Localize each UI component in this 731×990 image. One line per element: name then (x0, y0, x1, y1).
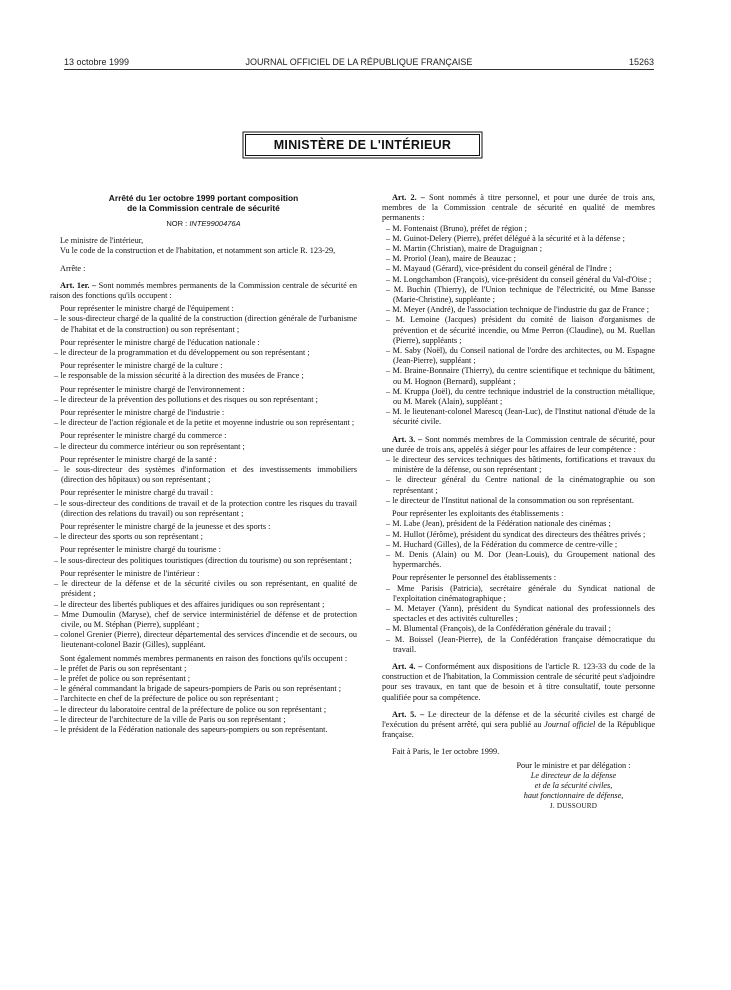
art1-label: Art. 1er. – (60, 280, 97, 290)
ministry-banner: MINISTÈRE DE L'INTÉRIEUR (245, 134, 480, 156)
group-heading: Pour représenter le ministre chargé de l'éducation nationale : (60, 337, 260, 347)
nor-reference (50, 219, 357, 229)
page-number: 15263 (628, 57, 654, 67)
list-item: – M. Braine-Bonnaire (Thierry), du centre scientifique et technique du bâtiment, ou M. Hognon (Bernard), suppléant ; (386, 366, 655, 386)
nor-label: NOR : (166, 219, 188, 228)
list-item: – M. Guinot-Delery (Pierre), préfet délégué à la sécurité et à la défense ; (386, 233, 625, 243)
list-item: – M. Proriol (Jean), maire de Beauzac ; (386, 254, 516, 264)
list-item: – le directeur des libertés publiques et des affaires juridiques ou son représentant ; (54, 599, 325, 609)
art5-text-b: de la République française. (382, 719, 655, 740)
header-date: 13 octobre 1999 (64, 57, 130, 67)
art4-label: Art. 4. – (392, 661, 423, 671)
art5-label: Art. 5. – (392, 709, 425, 719)
personnel-heading: Pour représenter le personnel des établissements : (392, 573, 557, 583)
signature-line: et de la sécurité civiles, (534, 780, 613, 790)
list-item: – le directeur du laboratoire central de la préfecture de police ou son représentant ; (54, 704, 327, 714)
art1-text: Sont nommés membres permanents de la Commission centrale de sécurité en raison des fonctions qu'ils occupent : (50, 280, 358, 301)
list-item: – colonel Grenier (Pierre), directeur départemental des services d'incendie et de secours, ou lieutenant-colonel Bazir (Gilles), suppléant. (54, 630, 357, 650)
list-item: – le sous-directeur des conditions de travail et de la protection contre les risques du travail (direction des relations du travail) ou son représentant ; (54, 498, 357, 518)
list-item: – Mme Dumoulin (Maryse), chef de service interministériel de défense et de protection civile, ou M. Stéphan (Pierre), suppléant ; (54, 609, 357, 629)
list-item: – M. Hullot (Jérôme), président du syndicat des directeurs des théâtres privés ; (386, 529, 646, 539)
list-item: – le préfet de Paris ou son représentant ; (54, 663, 187, 673)
list-item: – M. Denis (Alain) ou M. Dor (Jean-Louis), du Groupement national des hypermarchés. (386, 549, 655, 570)
group-heading: Pour représenter le ministre de l'intérieur : (60, 568, 200, 578)
art1 (50, 281, 357, 301)
list-item: – M. Longchambon (François), vice-président du conseil général du Val-d'Oise ; (386, 274, 652, 284)
list-item: – M. Saby (Noël), du Conseil national de l'ordre des architectes, ou M. Espagne (Jean-Pierre), suppléant ; (386, 346, 655, 366)
art3-text: Sont nommés membres de la Commission centrale de sécurité, pour une durée de trois ans, appelés à siéger pour les affaires de leur compétence : (382, 434, 656, 454)
group-heading: Pour représenter le ministre chargé du travail : (60, 488, 214, 498)
signature-line: Pour le ministre et par délégation : (516, 760, 631, 770)
list-item: – M. Huchard (Gilles), de la Fédération du commerce de centre-ville ; (386, 539, 618, 549)
list-item: – M. Metayer (Yann), président du Syndicat national des professionnels des spectacles et des activités culturelles ; (386, 603, 655, 624)
list-item: – le directeur général du Centre national de la cinématographie ou son représentant ; (386, 475, 655, 495)
list-item: – M. Blumental (François), de la Confédération générale du travail ; (386, 624, 611, 634)
group-heading: Pour représenter le ministre chargé de la culture : (60, 361, 223, 371)
group-heading: Pour représenter le ministre chargé de l'environnement : (60, 384, 245, 394)
list-item: – le président de la Fédération nationale des sapeurs-pompiers ou son représentant. (54, 724, 328, 734)
decree-title-line2: de la Commission centrale de sécurité (127, 203, 280, 213)
list-item: – le directeur de la défense et de la sécurité civiles ou son représentant, en qualité de président ; (54, 579, 357, 599)
list-item: – le directeur de l'action régionale et de la petite et moyenne industrie ou son représentant ; (54, 418, 355, 428)
list-item: – le directeur des services techniques des bâtiments, fortifications et travaux du ministère de la défense, ou son représentant ; (386, 455, 655, 475)
group-heading: Pour représenter le ministre chargé de la santé : (60, 454, 217, 464)
art2-text: Sont nommés à titre personnel, et pour une durée de trois ans, membres de la Commission centrale de sécurité en qualité de membres permanents : (382, 193, 655, 223)
list-item: – le directeur du commerce intérieur ou son représentant ; (54, 441, 245, 451)
arrete: Arrête : (60, 263, 86, 273)
list-item: – M. Meyer (André), de l'association technique de l'industrie du gaz de France ; (386, 305, 649, 315)
exploitants-heading: Pour représenter les exploitants des établissements : (392, 509, 564, 519)
list-item: – le responsable de la mission sécurité à la direction des musées de France ; (54, 371, 304, 381)
list-item: – le directeur de la prévention des pollutions et des risques ou son représentant ; (54, 394, 318, 404)
list-item: – le directeur de l'architecture de la ville de Paris ou son représentant ; (54, 714, 286, 724)
art2 (382, 193, 655, 224)
group-heading: Pour représenter le ministre chargé de la jeunesse et des sports : (60, 522, 271, 532)
list-item: – M. Fontenaist (Bruno), préfet de région ; (386, 223, 527, 233)
art4-text: Conformément aux dispositions de l'article R. 123-33 du code de la construction et de l'habitation, la Commission centrale de sécurité peut s'adjoindre pour ses travaux, en tant que de besoin et à titre consultatif, toute personne qualifiée pour sa compétence. (382, 661, 655, 702)
list-item: – M. Kruppa (Joël), du centre technique industriel de la construction métallique, ou M. Marek (Alain), suppléant ; (386, 386, 655, 407)
header-rule (64, 69, 654, 70)
done-at: Fait à Paris, le 1er octobre 1999. (392, 747, 500, 757)
left-column (50, 193, 357, 735)
group-heading: Pour représenter le ministre chargé du commerce : (60, 431, 227, 441)
group-heading: Pour représenter le ministre chargé de l'équipement : (60, 304, 234, 314)
signature-line: haut fonctionnaire de défense, (523, 791, 624, 801)
intro-vu: Vu le code de la construction et de l'habitation, et notamment son article R. 123-29, (60, 246, 336, 256)
group-heading: Pour représenter le ministre chargé de l'industrie : (60, 408, 225, 418)
list-item: – M. Mayaud (Gérard), vice-président du conseil général de l'Indre ; (386, 264, 612, 274)
signatory-name: J. DUSSOURD (549, 802, 598, 811)
journal-officiel: Journal officiel (544, 719, 596, 729)
signature-line: Le directeur de la défense (530, 770, 617, 780)
list-item: – le sous-directeur chargé de la qualité de la construction (direction générale de l'urbanisme de l'habitat et de la construction) ou son représentant ; (54, 314, 357, 334)
list-item: – M. Labe (Jean), président de la Fédération nationale des cinémas ; (386, 519, 611, 529)
journal-title: JOURNAL OFFICIEL DE LA RÉPUBLIQUE FRANÇAISE (245, 57, 473, 67)
list-item: – le directeur de la programmation et du développement ou son représentant ; (54, 348, 310, 358)
list-item: – le directeur des sports ou son représentant ; (54, 532, 203, 542)
list-item: – Mme Parisis (Patricia), secrétaire générale du Syndicat national de l'exploitation cinématographique ; (386, 583, 655, 603)
nor-value: INTE9900476A (189, 219, 241, 228)
list-item: – M. Buchin (Thierry), de l'Union technique de l'électricité, ou Mme Bansse (Marie-Christine), suppléante ; (386, 284, 655, 305)
signature-block (492, 761, 655, 812)
list-item: – M. Lemoine (Jacques) président du comité de liaison d'organismes de prévention et de sécurité incendie, ou Mme Perron (Claudine), ou M. Ruellan (Pierre), suppléants ; (386, 315, 655, 345)
list-item: – M. le lieutenant-colonel Marescq (Jean-Luc), de l'Institut national d'étude de la sécurité civile. (386, 407, 655, 427)
list-item: – le directeur de l'Institut national de la consommation ou son représentant. (386, 495, 634, 505)
list-item: – le sous-directeur des politiques touristiques (direction du tourisme) ou son représentant ; (54, 555, 352, 565)
art5-text-a: Le directeur de la défense et de la sécurité civiles est chargé de l'exécution du présent arrêté, qui sera publié au (382, 709, 656, 729)
art4 (382, 662, 655, 703)
list-item: – le sous-directeur des systèmes d'information et des investissements immobiliers (direction des hôpitaux) ou son représentant ; (54, 465, 357, 485)
list-item: – M. Martin (Christian), maire de Draguignan ; (386, 244, 543, 254)
art3-label: Art. 3. – (392, 434, 423, 444)
list-item: – le général commandant la brigade de sapeurs-pompiers de Paris ou son représentant ; (54, 684, 342, 694)
also-text: Sont également nommés membres permanents en raison des fonctions qu'ils occupent : (60, 653, 348, 663)
list-item: – le préfet de police ou son représentant ; (54, 673, 191, 683)
art2-label: Art. 2. – (392, 193, 425, 202)
art5 (382, 710, 655, 741)
list-item: – l'architecte en chef de la préfecture de police ou son représentant ; (54, 694, 279, 704)
decree-title-line1: Arrêté du 1er octobre 1999 portant composition (108, 193, 299, 203)
right-column (382, 193, 655, 812)
art3 (382, 435, 655, 455)
list-item: – M. Boissel (Jean-Pierre), de la Confédération française démocratique du travail. (386, 634, 655, 654)
group-heading: Pour représenter le ministre chargé du tourisme : (60, 545, 221, 555)
intro-minister: Le ministre de l'intérieur, (60, 236, 144, 246)
